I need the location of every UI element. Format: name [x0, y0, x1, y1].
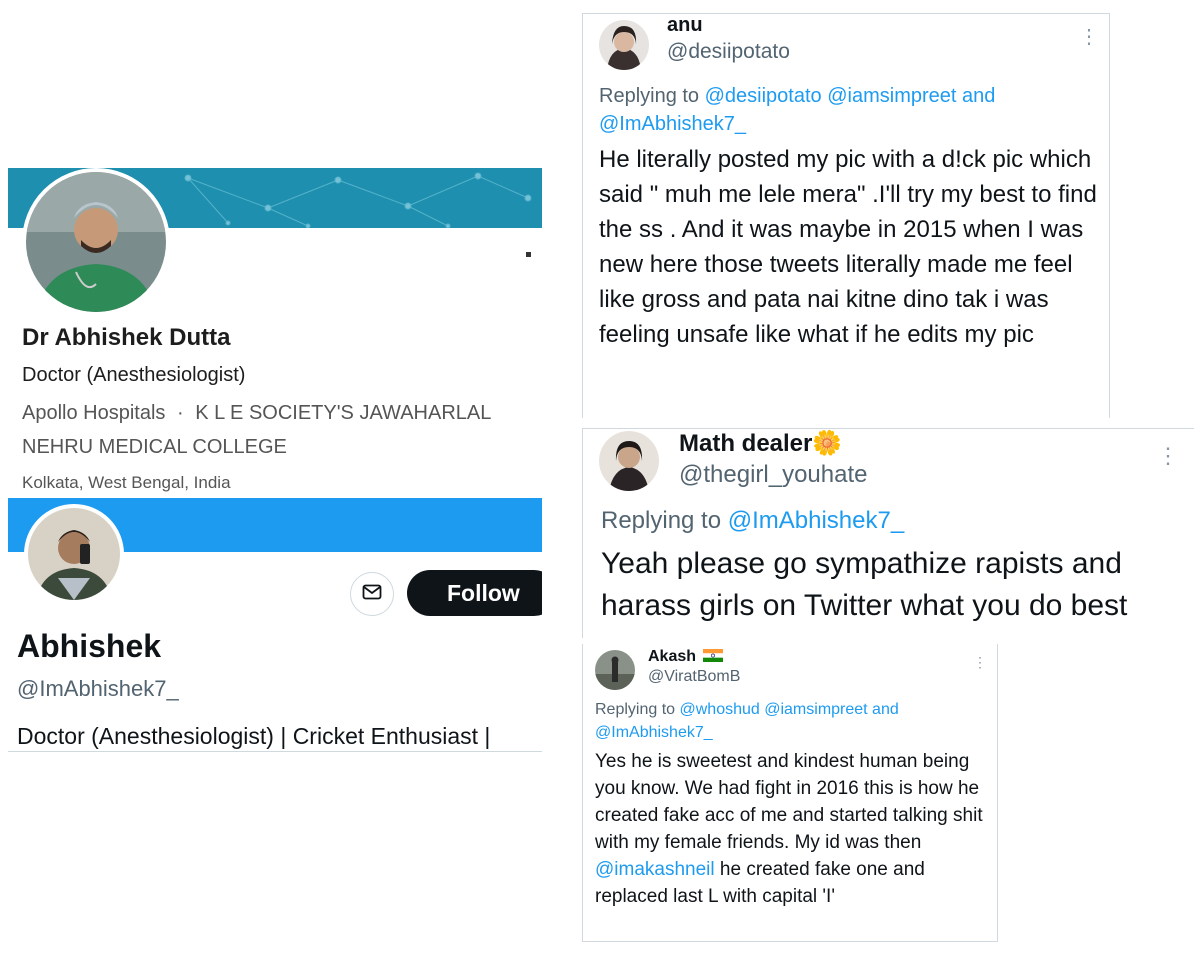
tweet-author-name[interactable] — [648, 648, 723, 667]
tweet-text — [595, 748, 995, 910]
more-options-icon[interactable]: ⋮ — [1079, 26, 1099, 48]
avatar[interactable] — [599, 20, 649, 70]
profile-headline: Doctor (Anesthesiologist) — [22, 364, 246, 386]
profile-bio: Doctor (Anesthesiologist) | Cricket Enthusiast | — [17, 723, 491, 749]
divider — [8, 751, 542, 752]
avatar[interactable] — [595, 650, 635, 690]
replying-to-label: Replying to — [595, 701, 676, 718]
message-button[interactable] — [350, 572, 394, 616]
tweet-text-part: he created fake one and replaced last L with capital 'I' — [595, 859, 925, 907]
author-name-text: Akash — [648, 648, 697, 665]
profile-name: Abhishek — [17, 628, 162, 664]
author-name-text: Math dealer — [679, 430, 813, 457]
tweet-card[interactable] — [582, 13, 1110, 418]
more-indicator — [526, 252, 531, 257]
replying-to — [601, 507, 904, 535]
more-options-icon[interactable]: ⋮ — [973, 654, 987, 670]
replying-to-handles[interactable]: @whoshud @iamsimpreet and @ImAbhishek7_ — [595, 701, 899, 741]
profile-location: Kolkata, West Bengal, India — [22, 473, 231, 492]
mention-link[interactable]: @imakashneil — [595, 859, 715, 880]
replying-to-handles[interactable]: @ImAbhishek7_ — [727, 507, 905, 534]
mail-icon — [361, 581, 383, 608]
org-primary[interactable]: Apollo Hospitals — [22, 402, 166, 424]
linkedin-profile-card — [8, 168, 542, 498]
replying-to-handles[interactable]: @desiipotato @iamsimpreet and @ImAbhishek7_ — [599, 85, 996, 135]
replying-to-label: Replying to — [601, 507, 722, 534]
replying-to-label: Replying to — [599, 85, 700, 107]
avatar[interactable] — [22, 168, 170, 316]
org-secondary[interactable]: K L E SOCIETY'S JAWAHARLAL NEHRU MEDICAL COLLEGE — [22, 402, 491, 458]
india-flag-icon — [703, 649, 723, 667]
twitter-profile-card — [8, 498, 542, 754]
tweet-author-handle[interactable]: @desiipotato — [667, 40, 790, 63]
avatar[interactable] — [599, 431, 659, 491]
tweet-text-part: Yes he is sweetest and kindest human being you know. We had fight in 2016 this is how he created fake acc of me and started talking shit with my female friends. My id was then — [595, 751, 983, 853]
tweet-author-name[interactable] — [679, 429, 842, 458]
tweet-text: Yeah please go sympathize rapists and harass girls on Twitter what you do best — [601, 547, 1128, 622]
tweet-text: He literally posted my pic with a d!ck pic which said " muh me lele mera" .I'll try my best to find the ss . And it was maybe in 2015 when I was new here those tweets literally made me feel like gross and pata nai kitne dino tak i was feeling unsafe like what if he edits my pic — [599, 146, 1097, 348]
avatar[interactable] — [24, 504, 124, 604]
tweet-card[interactable] — [582, 428, 1194, 638]
more-options-icon[interactable]: ⋮ — [1157, 443, 1179, 468]
follow-button[interactable]: Follow — [407, 570, 542, 616]
replying-to — [599, 82, 1099, 138]
tweet-card[interactable] — [582, 644, 998, 942]
profile-name: Dr Abhishek Dutta — [22, 324, 231, 351]
tweet-author-handle[interactable]: @thegirl_youhate — [679, 461, 868, 488]
tweet-author-name[interactable]: anu — [667, 14, 703, 36]
tweet-author-handle[interactable]: @ViratBomB — [648, 668, 741, 685]
blossom-emoji-icon: 🌼 — [812, 430, 843, 457]
replying-to — [595, 698, 990, 744]
profile-handle: @ImAbhishek7_ — [17, 676, 179, 701]
org-separator: · — [176, 402, 184, 424]
profile-organizations — [22, 396, 542, 464]
